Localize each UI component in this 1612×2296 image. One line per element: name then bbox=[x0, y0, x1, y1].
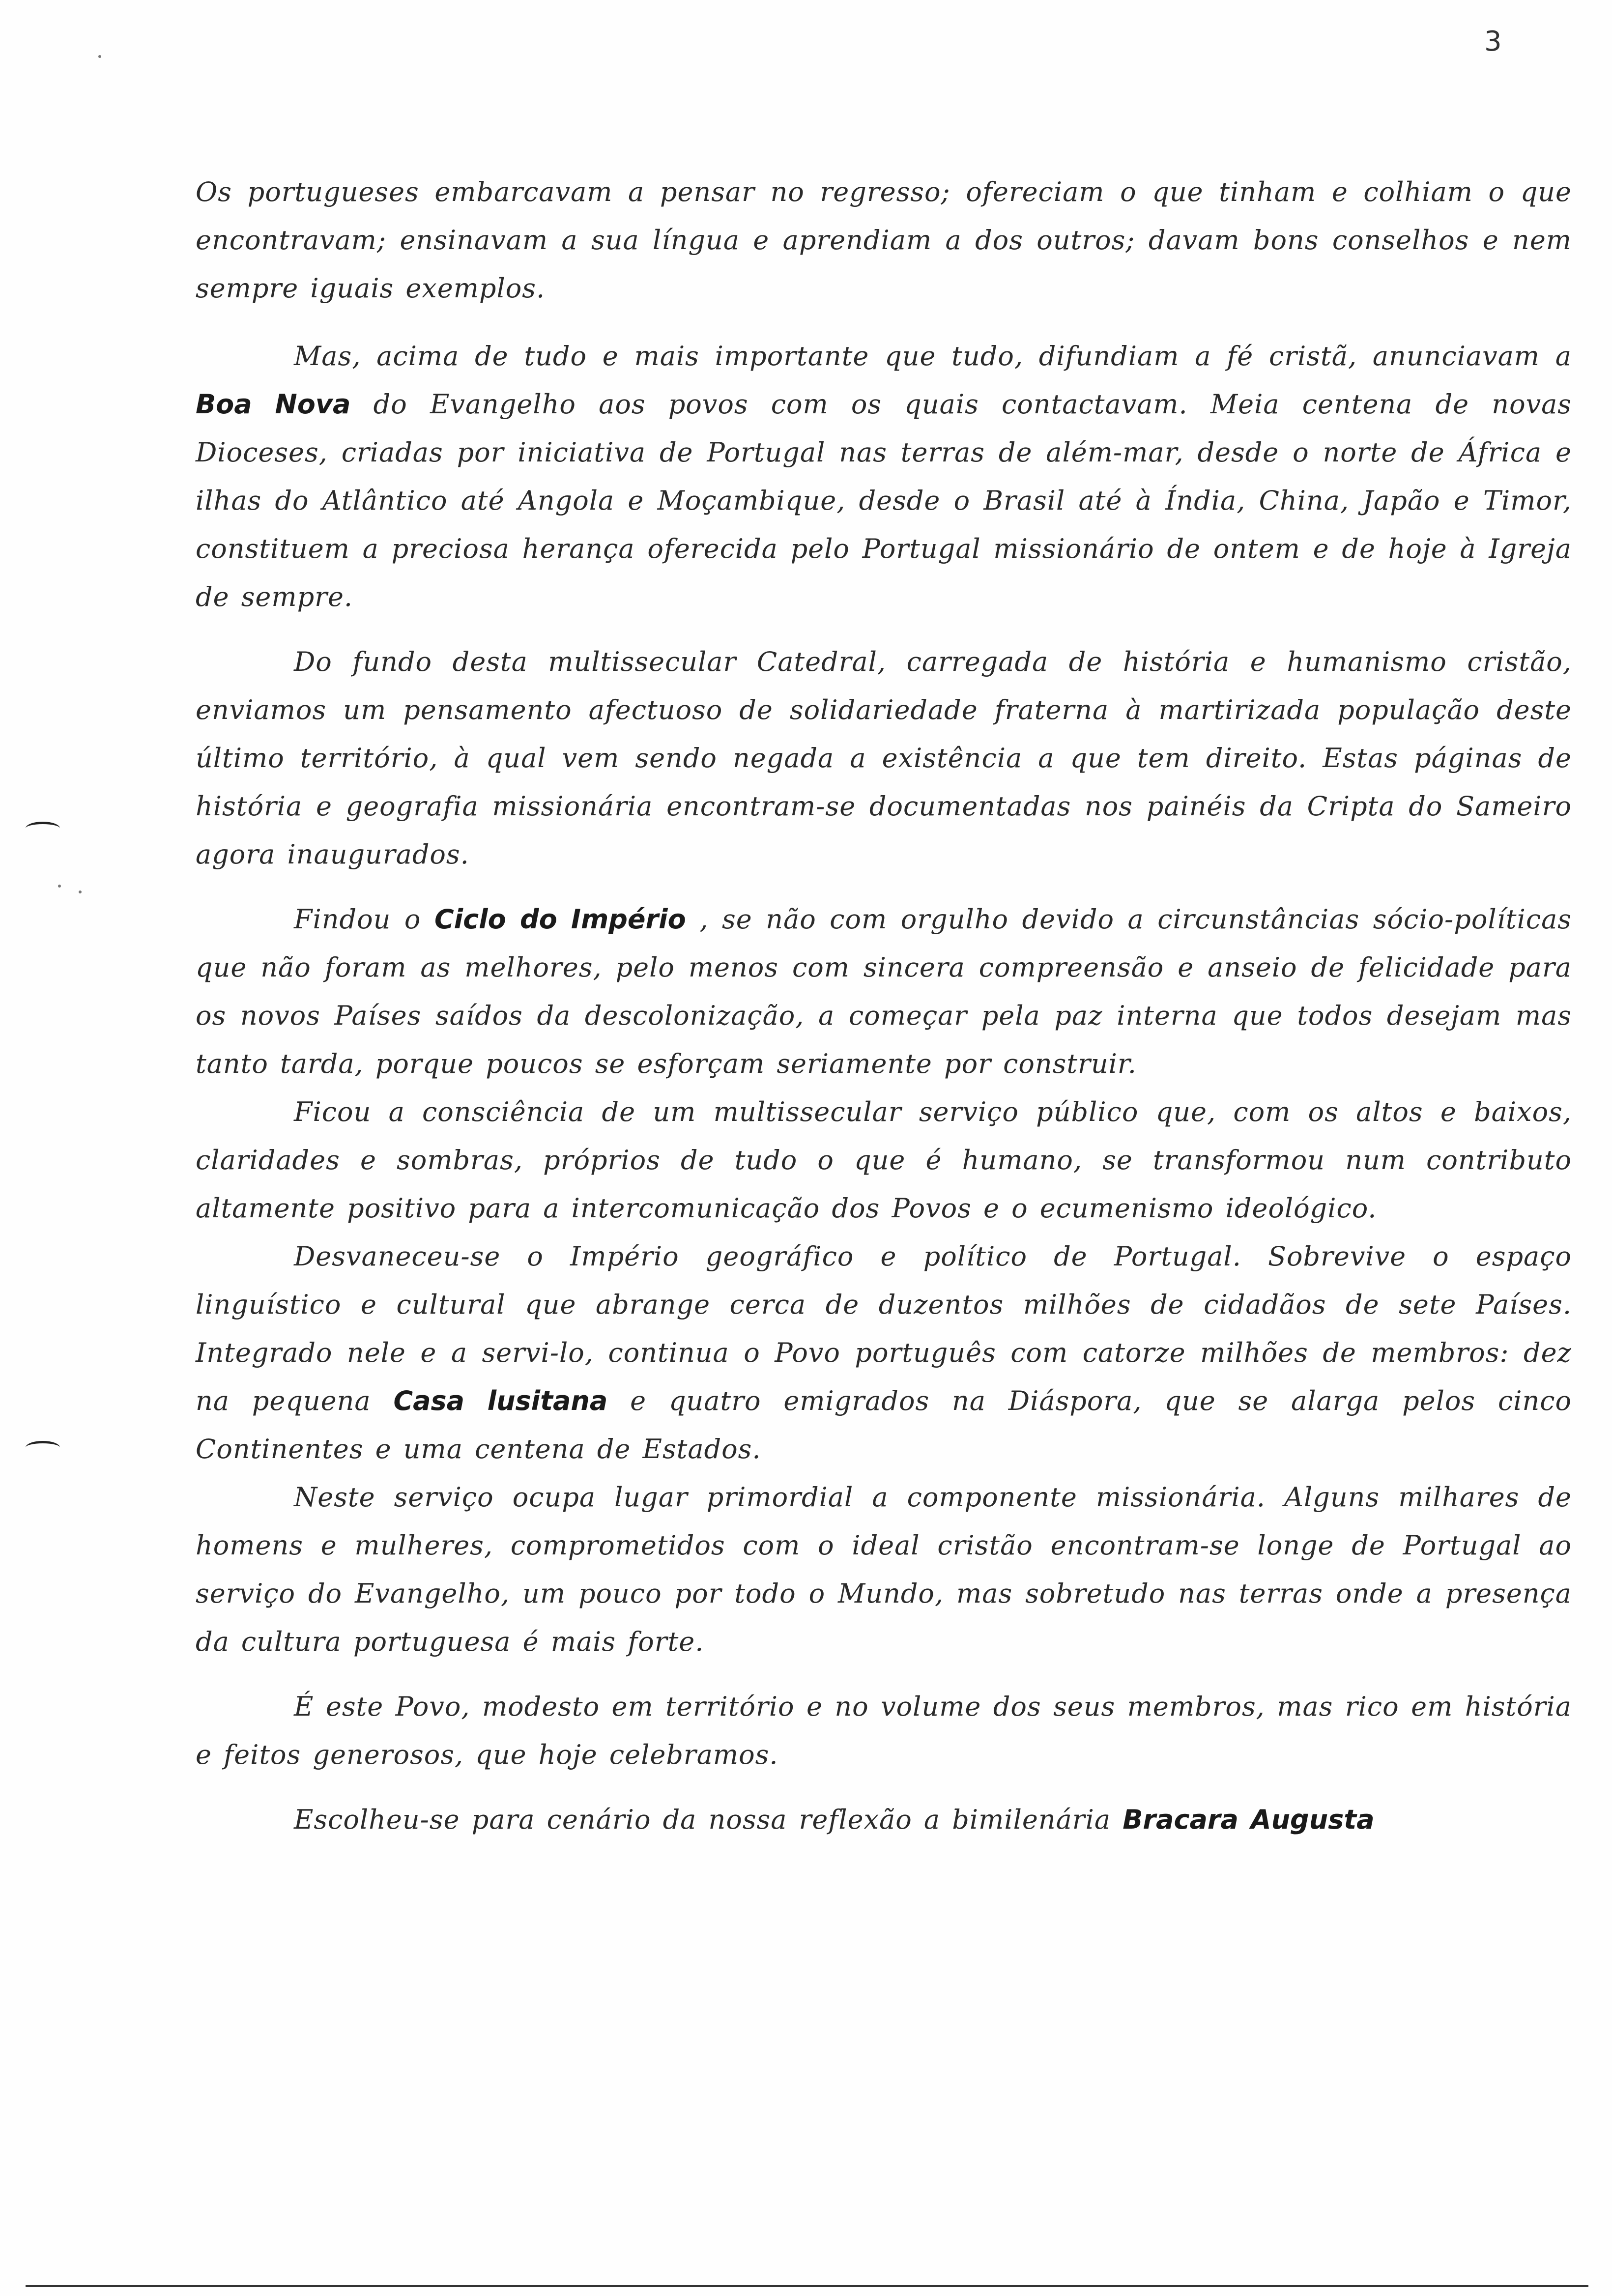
paragraph-7: Neste serviço ocupa lugar primordial a componente missionária. Alguns milhares de homens e mulheres, comprometidos com o ideal cristão encontram-se longe de Portugal ao serviço do Evangelho, um pouco por todo o Mundo, mas sobretudo nas terras onde a presença da cultura portuguesa é mais forte. bbox=[196, 1482, 1572, 1657]
paragraph-1: Os portugueses embarcavam a pensar no regresso; ofereciam o que tinham e colhiam o que encontravam; ensinavam a sua língua e aprendiam a dos outros; davam bons conselhos e nem sempre iguais exemplos. bbox=[196, 176, 1572, 304]
paragraph-9 bbox=[196, 1796, 1572, 1844]
page-number: 3 bbox=[1484, 26, 1502, 57]
ciclo-do-imperio-stamp: Ciclo do Império bbox=[434, 904, 686, 935]
paragraph-2 bbox=[196, 332, 1572, 621]
paragraph-6 bbox=[196, 1233, 1572, 1473]
paragraph-4-text-end: , se não com orgulho devido a circunstâncias sócio-políticas que não foram as melhores, pelo menos com sincera compreensão e anseio de felicidade para os novos Países saídos da descolonização, a começar pela paz interna que todos desejam mas tanto tarda, porque poucos se esforçam seriamente por construir. bbox=[196, 904, 1572, 1079]
paragraph-8: É este Povo, modesto em território e no volume dos seus membros, mas rico em história e feitos generosos, que hoje celebramos. bbox=[196, 1691, 1572, 1770]
paragraph-4 bbox=[196, 895, 1572, 1088]
paragraph-3: Do fundo desta multissecular Catedral, carregada de história e humanismo cristão, enviamos um pensamento afectuoso de solidariedade fraterna à martirizada população deste último território, à qual vem sendo negada a existência a que tem direito. Estas páginas de história e geografia missionária encontram-se documentadas nos painéis da Cripta do Sameiro agora inaugurados. bbox=[196, 646, 1572, 870]
paragraph-4-text-start: Findou o bbox=[294, 904, 434, 935]
paragraph-9-text-start: Escolheu-se para cenário da nossa reflexão a bimilenária bbox=[294, 1804, 1123, 1835]
boa-nova-stamp: Boa Nova bbox=[196, 389, 351, 420]
body-text bbox=[196, 168, 1572, 1844]
paragraph-2-text-start: Mas, acima de tudo e mais importante que tudo, difundiam a fé cristã, anunciavam a bbox=[294, 341, 1572, 372]
bracara-augusta-stamp: Bracara Augusta bbox=[1123, 1804, 1375, 1835]
bottom-edge-line bbox=[26, 2285, 1588, 2287]
paragraph-6-text-start: Desvaneceu-se o Império geográfico e político de Portugal. Sobrevive o espaço linguístico e cultural que abrange cerca de duzentos milhões de cidadãos de sete Países. Integrado nele e a servi-lo, continua o Povo português com catorze milhões de membros: dez na pequena bbox=[196, 1241, 1572, 1416]
scan-speck bbox=[98, 55, 101, 58]
paragraph-5: Ficou a consciência de um multissecular serviço público que, com os altos e baixos, claridades e sombras, próprios de tudo o que é humano, se transformou num contributo altamente positivo para a intercomunicação dos Povos e o ecumenismo ideológico. bbox=[196, 1096, 1572, 1224]
paragraph-2-text-end: do Evangelho aos povos com os quais contactavam. Meia centena de novas Dioceses, criadas por iniciativa de Portugal nas terras de além-mar, desde o norte de África e ilhas do Atlântico até Angola e Moçambique, desde o Brasil até à Índia, China, Japão e Timor, constituem a preciosa herança oferecida pelo Portugal missionário de ontem e de hoje à Igreja de sempre. bbox=[196, 389, 1572, 612]
margin-pen-mark bbox=[26, 822, 60, 835]
margin-pen-mark bbox=[26, 1441, 60, 1454]
paragraph-6-text-end: e quatro emigrados na Diáspora, que se alarga pelos cinco Continentes e uma centena de Estados. bbox=[196, 1385, 1572, 1464]
casa-lusitana-stamp: Casa lusitana bbox=[393, 1385, 608, 1416]
scan-speck bbox=[79, 890, 82, 893]
scan-speck bbox=[58, 885, 61, 888]
